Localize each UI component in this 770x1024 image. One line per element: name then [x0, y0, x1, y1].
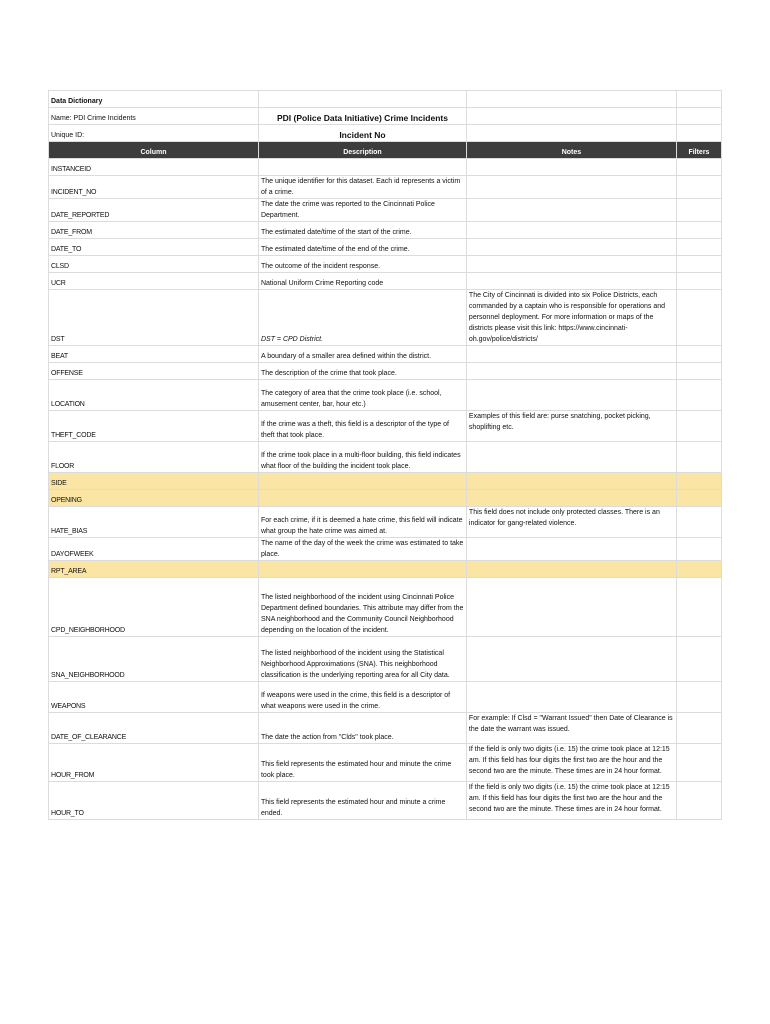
header-description: Description [258, 142, 466, 159]
notes-cell [466, 176, 676, 199]
filters-cell [676, 411, 721, 442]
table-row [49, 239, 722, 256]
description-cell [258, 561, 466, 578]
filters-cell [676, 490, 721, 507]
notes-cell [466, 561, 676, 578]
column-cell: DATE_TO [49, 239, 259, 256]
table-row [49, 346, 722, 363]
filters-cell [676, 442, 721, 473]
description-cell: The estimated date/time of the start of the crime. [258, 222, 466, 239]
filters-cell [676, 222, 721, 239]
column-cell: RPT_AREA [49, 561, 259, 578]
column-cell: WEAPONS [49, 682, 259, 713]
notes-cell [466, 490, 676, 507]
rows-body [49, 159, 722, 820]
column-cell: HOUR_TO [49, 782, 259, 820]
name-label: Name: PDI Crime Incidents [49, 108, 259, 125]
column-cell: BEAT [49, 346, 259, 363]
column-cell: INSTANCEID [49, 159, 259, 176]
table-row [49, 380, 722, 411]
description-cell: National Uniform Crime Reporting code [258, 273, 466, 290]
filters-cell [676, 713, 721, 744]
filters-cell [676, 637, 721, 682]
meta-row-uid [49, 125, 722, 142]
filters-cell [676, 273, 721, 290]
notes-cell [466, 442, 676, 473]
data-dictionary-table [48, 90, 722, 820]
notes-cell [466, 239, 676, 256]
notes-cell [466, 578, 676, 637]
table-row [49, 273, 722, 290]
table-row [49, 578, 722, 637]
notes-cell [466, 380, 676, 411]
column-cell: UCR [49, 273, 259, 290]
dictionary-label: Data Dictionary [49, 91, 259, 108]
header-row [49, 142, 722, 159]
column-cell: INCIDENT_NO [49, 176, 259, 199]
notes-cell: The City of Cincinnati is divided into six Police Districts, each commanded by a captain who is responsible for operations and personnel deployment. For more information or maps of the districts please visit this link: https://www.cincinnati-oh.gov/police/districts/ [466, 290, 676, 346]
table-row [49, 199, 722, 222]
description-cell: A boundary of a smaller area defined within the district. [258, 346, 466, 363]
uid-value: Incident No [258, 125, 466, 142]
notes-cell: For example: If Clsd = "Warrant Issued" then Date of Clearance is the date the warrant was issued. [466, 713, 676, 744]
notes-cell: If the field is only two digits (i.e. 15) the crime took place at 12:15 am. If this field has four digits the first two are the hour and the second two are the minute. These times are in 24 hour format. [466, 782, 676, 820]
description-cell: This field represents the estimated hour and minute a crime ended. [258, 782, 466, 820]
filters-cell [676, 159, 721, 176]
table-row [49, 538, 722, 561]
table-row [49, 176, 722, 199]
notes-cell: Examples of this field are: purse snatching, pocket picking, shoplifting etc. [466, 411, 676, 442]
description-cell [258, 490, 466, 507]
column-cell: FLOOR [49, 442, 259, 473]
uid-label: Unique ID: [49, 125, 259, 142]
description-cell: If the crime took place in a multi-floor building, this field indicates what floor of the building the incident took place. [258, 442, 466, 473]
table-row [49, 637, 722, 682]
description-cell: The listed neighborhood of the incident using Cincinnati Police Department defined boundaries. This attribute may differ from the SNA neighborhood and the Community Council Neighborhood depending on the location of the incident. [258, 578, 466, 637]
notes-cell [466, 473, 676, 490]
column-cell: THEFT_CODE [49, 411, 259, 442]
table-row [49, 222, 722, 239]
column-cell: DST [49, 290, 259, 346]
filters-cell [676, 363, 721, 380]
description-cell: If the crime was a theft, this field is a descriptor of the type of theft that took place. [258, 411, 466, 442]
header-column: Column [49, 142, 259, 159]
filters-cell [676, 239, 721, 256]
table-row [49, 442, 722, 473]
column-cell: DATE_FROM [49, 222, 259, 239]
description-cell: The description of the crime that took place. [258, 363, 466, 380]
description-cell: This field represents the estimated hour and minute the crime took place. [258, 744, 466, 782]
filters-cell [676, 578, 721, 637]
column-cell: DATE_OF_CLEARANCE [49, 713, 259, 744]
description-cell: The category of area that the crime took place (i.e. school, amusement center, bar, hour etc.) [258, 380, 466, 411]
filters-cell [676, 682, 721, 713]
column-cell: SNA_NEIGHBORHOOD [49, 637, 259, 682]
description-cell: The name of the day of the week the crime was estimated to take place. [258, 538, 466, 561]
meta-row-dictionary [49, 91, 722, 108]
description-cell: The outcome of the incident response. [258, 256, 466, 273]
header-filters: Filters [676, 142, 721, 159]
table-row [49, 473, 722, 490]
table-row [49, 363, 722, 380]
table-row [49, 411, 722, 442]
table-row [49, 159, 722, 176]
column-cell: CPD_NEIGHBORHOOD [49, 578, 259, 637]
notes-cell [466, 682, 676, 713]
table-row [49, 782, 722, 820]
table-row [49, 490, 722, 507]
column-cell: OPENING [49, 490, 259, 507]
filters-cell [676, 473, 721, 490]
description-cell: For each crime, if it is deemed a hate crime, this field will indicate what group the hate crime was aimed at. [258, 507, 466, 538]
column-cell: LOCATION [49, 380, 259, 411]
filters-cell [676, 176, 721, 199]
notes-cell [466, 363, 676, 380]
description-cell: DST = CPD District. [258, 290, 466, 346]
table-row [49, 744, 722, 782]
description-cell [258, 159, 466, 176]
notes-cell [466, 256, 676, 273]
column-cell: DATE_REPORTED [49, 199, 259, 222]
notes-cell [466, 538, 676, 561]
filters-cell [676, 380, 721, 411]
description-cell [258, 473, 466, 490]
notes-cell: If the field is only two digits (i.e. 15) the crime took place at 12:15 am. If this field has four digits the first two are the hour and the second two are the minute. These times are in 24 hour format. [466, 744, 676, 782]
filters-cell [676, 561, 721, 578]
column-cell: OFFENSE [49, 363, 259, 380]
description-cell: The date the action from "Clds" took place. [258, 713, 466, 744]
table-row [49, 713, 722, 744]
meta-row-name [49, 108, 722, 125]
column-cell: HOUR_FROM [49, 744, 259, 782]
filters-cell [676, 744, 721, 782]
description-cell: If weapons were used in the crime, this field is a descriptor of what weapons were used in the crime. [258, 682, 466, 713]
description-cell: The date the crime was reported to the Cincinnati Police Department. [258, 199, 466, 222]
description-cell: The estimated date/time of the end of the crime. [258, 239, 466, 256]
filters-cell [676, 256, 721, 273]
filters-cell [676, 346, 721, 363]
notes-cell [466, 199, 676, 222]
table-row [49, 507, 722, 538]
header-notes: Notes [466, 142, 676, 159]
description-cell: The listed neighborhood of the incident using the Statistical Neighborhood Approximations (SNA). This neighborhood classification is the underlying reporting area for all City data. [258, 637, 466, 682]
notes-cell [466, 273, 676, 290]
filters-cell [676, 290, 721, 346]
table-row [49, 290, 722, 346]
filters-cell [676, 199, 721, 222]
description-cell: The unique identifier for this dataset. Each id represents a victim of a crime. [258, 176, 466, 199]
filters-cell [676, 507, 721, 538]
column-cell: CLSD [49, 256, 259, 273]
notes-cell [466, 637, 676, 682]
table-row [49, 256, 722, 273]
column-cell: SIDE [49, 473, 259, 490]
notes-cell [466, 222, 676, 239]
filters-cell [676, 538, 721, 561]
notes-cell [466, 346, 676, 363]
table-row [49, 561, 722, 578]
table-row [49, 682, 722, 713]
filters-cell [676, 782, 721, 820]
column-cell: HATE_BIAS [49, 507, 259, 538]
notes-cell: This field does not include only protected classes. There is an indicator for gang-related violence. [466, 507, 676, 538]
dataset-title: PDI (Police Data Initiative) Crime Incidents [258, 108, 466, 125]
notes-cell [466, 159, 676, 176]
column-cell: DAYOFWEEK [49, 538, 259, 561]
